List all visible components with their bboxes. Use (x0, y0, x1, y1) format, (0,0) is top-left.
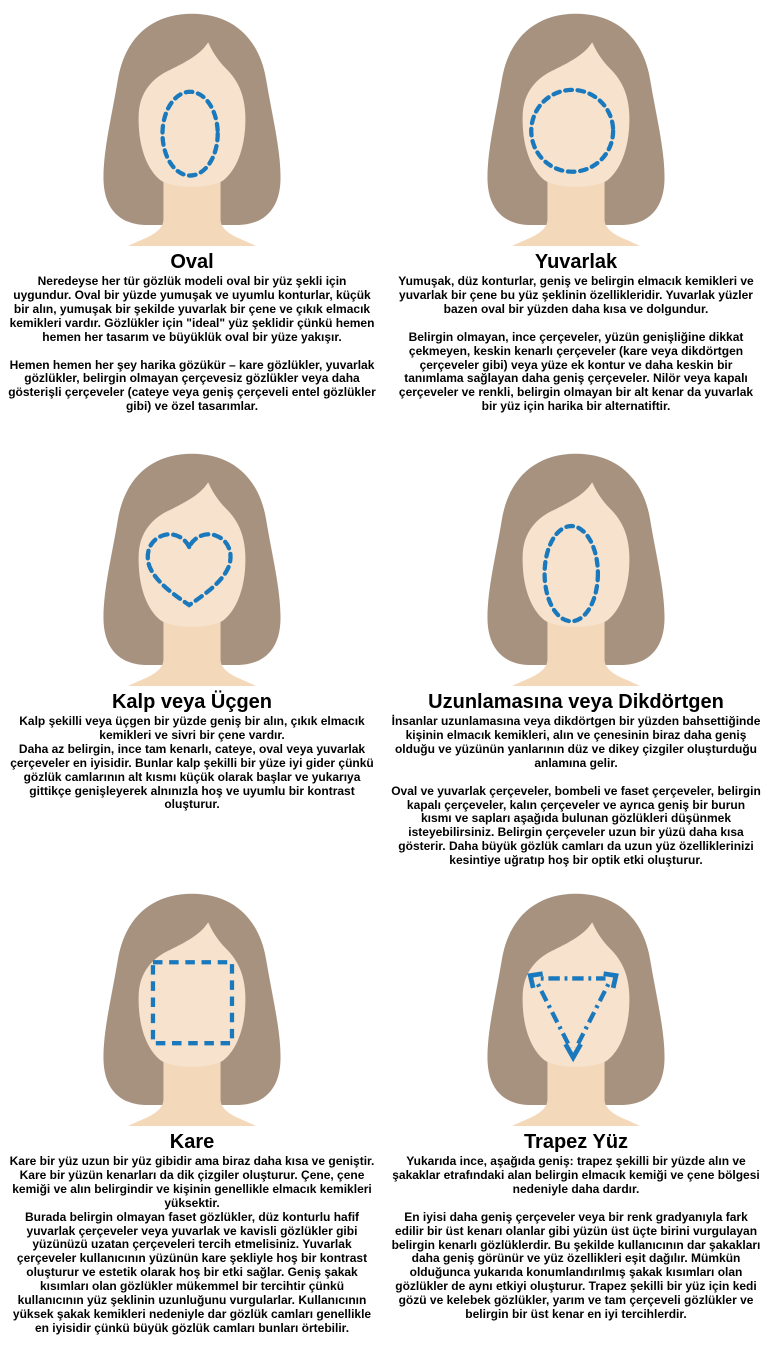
woman-face-icon (79, 888, 305, 1126)
panel-paragraph: Kare bir yüz uzun bir yüz gibidir ama biraz daha kısa ve geniştir. Kare bir yüzün kenarları da dik çizgiler oluşturur. Çene, çene kemiği ve alın belirgindir ve kişinin genellikle elmacık kemikleri yüksektir. (9, 1154, 375, 1210)
face-illustration-oblong (391, 440, 761, 686)
face-illustration-oval (7, 0, 377, 246)
panel-paragraph: Daha az belirgin, ince tam kenarlı, cateye, oval veya yuvarlak çerçeveler en iyisidir. Bunlar kalp şekilli bir yüze iyi gider çünkü gözlük camlarının alt kısmı küçük olarak başlar ve yukarıya gittikçe genişleyerek alnınızla hoş ve uyumlu bir kontrast oluşturur. (10, 741, 374, 812)
panel-title: Trapez Yüz (523, 1131, 629, 1153)
panel-yuvarlak (384, 0, 768, 440)
panel-paragraph: Burada belirgin olmayan faset gözlükler, düz konturlu hafif yuvarlak çerçeveler veya yuvarlak ve kavisli gözlükler gibi yüzünüzü uzatan çerçeveleri tercih etmelisiniz. Yuvarlak çerçeveler kullanıcının yüzünün kare şekliyle hoş bir kontrast oluşturur ve estetik olarak hoş bir etki sağlar. Geniş şakak kısımları olan gözlükler mükemmel bir tercihtir çünkü kullanıcının yüz şeklinin uzunluğunu vurgularlar. Kullanıcının yüksek şakak kemikleri nedeniyle dar gözlük camları genellikle en iyisidir çünkü büyük gözlük camları bunları örtebilir. (12, 1209, 372, 1335)
woman-face-icon (463, 888, 689, 1126)
woman-face-icon (463, 448, 689, 686)
panel-title: Uzunlamasına veya Dikdörtgen (428, 691, 724, 713)
woman-face-icon (463, 8, 689, 246)
panel-kare (0, 880, 384, 1366)
panel-paragraph: Neredeyse her tür gözlük modeli oval bir yüz şekli için uygundur. Oval bir yüzde yumuşak ve uyumlu konturlar, küçük bir alın, yumuşak bir şekilde yuvarlak bir çene ve çıkık elmacık kemikleri vardır. Gözlükler için "ideal" yüz şeklidir çünkü hemen hemen her tasarım ve büyüklük oval bir yüze yakışır. (9, 274, 375, 344)
panel-paragraph: Oval ve yuvarlak çerçeveler, bombeli ve faset çerçeveler, belirgin kapalı çerçeveler, kalın çerçeveler ve ayrıca geniş bir burun kısmı ve sapları aşağıda bulunan gözlükleri düşünmek isteyebilirsiniz. Belirgin çerçeveler uzun bir yüzü daha kısa gösterir. Daha büyük gözlük camları da uzun yüz özelliklerinizi kesintiye uğratıp hoş bir optik etki oluşturur. (391, 783, 761, 868)
panel-paragraph: Yumuşak, düz konturlar, geniş ve belirgin elmacık kemikleri ve yuvarlak bir çene bu yüz şeklinin özellikleridir. Yuvarlak yüzler bazen oval bir yüzden daha kısa ve dolgundur. (398, 274, 754, 316)
panel-uzunlamasina-dikdortgen (384, 440, 768, 880)
face-illustration-round (391, 0, 761, 246)
panel-title: Yuvarlak (534, 251, 618, 273)
face-illustration-trapezoid (391, 880, 761, 1126)
woman-face-icon (79, 8, 305, 246)
panel-title: Kare (169, 1131, 215, 1153)
panel-paragraph: Hemen hemen her şey harika gözükür – kare gözlükler, yuvarlak gözlükler, belirgin olmayan çerçevesiz gözlükler veya daha gösterişli çerçeveler (cateye veya geniş çerçeveli entel gözlükler gibi) ve özel tasarımlar. (8, 357, 376, 414)
face-illustration-square (7, 880, 377, 1126)
panel-paragraph: Kalp şekilli veya üçgen bir yüzde geniş bir alın, çıkık elmacık kemikleri ve sivri bir çene vardır. (19, 714, 365, 742)
panel-title: Oval (170, 251, 214, 273)
panel-paragraph: En iyisi daha geniş çerçeveler veya bir renk gradyanıyla fark edilir bir üst kenarı olanlar gibi yüzün üst üçte birini vurgulayan belirgin kenarlı gözlüklerdir. Bu şekilde kullanıcının dar şakakları daha geniş görünür ve yüz özellikleri eşit dağılır. Mümkün olduğunca yukarıda konumlandırılmış şakak kısımları olan gözlükler de aynı etkiyi oluşturur. Trapez şekilli bir yüz için kedi gözü ve kelebek gözlükler, yarım ve tam çerçeveli gözlükler ve belirgin bir üst kenar en iyi tercihlerdir. (391, 1209, 761, 1322)
panel-trapez (384, 880, 768, 1366)
panel-kalp-ucgen (0, 440, 384, 880)
panel-paragraph: Yukarıda ince, aşağıda geniş: trapez şekilli bir yüzde alın ve şakaklar etrafındaki alan belirgin elmacık kemiği ve çene bölgesi nedeniyle daha dardır. (392, 1154, 760, 1196)
panel-paragraph: İnsanlar uzunlamasına veya dikdörtgen bir yüzden bahsettiğinde kişinin elmacık kemikleri, alın ve çenesinin biraz daha geniş olduğu ve yüzünün yanlarının düz ve dikey çizgiler oluşturduğu anlamına gelir. (391, 714, 761, 770)
woman-face-icon (79, 448, 305, 686)
panel-title: Kalp veya Üçgen (111, 691, 273, 713)
face-illustration-heart (7, 440, 377, 686)
panel-oval (0, 0, 384, 440)
panel-paragraph: Belirgin olmayan, ince çerçeveler, yüzün genişliğine dikkat çekmeyen, keskin kenarlı çerçeveler (kare veya dikdörtgen çerçeveler gibi) veya yüze ek kontur ve daha keskin bir tanımlama sağlayan daha geniş çerçeveler. Nilör veya kapalı çerçeveler ve renkli, belirgin olmayan bir alt kenar da yuvarlak bir yüz için harika bir alternatiftir. (398, 329, 754, 414)
